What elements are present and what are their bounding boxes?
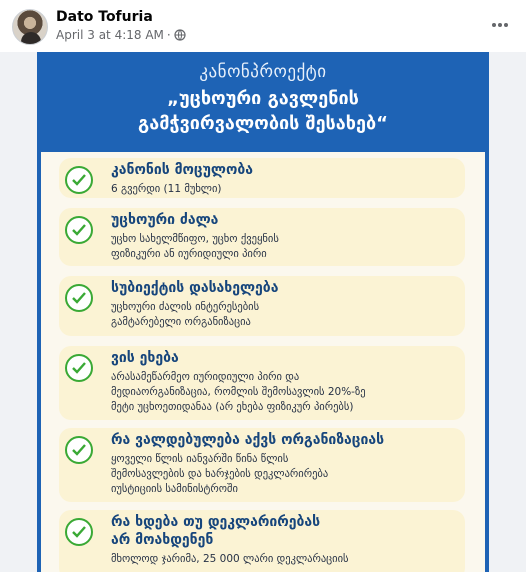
poster-headline-2: გამჭვირვალობის შესახებ“: [138, 113, 388, 134]
card-body-line: ყოველი წლის იანვარში წინა წლის: [111, 453, 289, 465]
card-body: [111, 552, 461, 567]
more-options-button[interactable]: [486, 11, 514, 39]
post-header: [0, 0, 526, 52]
card-title-line-2: არ მოახდენენ: [111, 532, 214, 548]
check-icon: [65, 284, 93, 312]
author-name[interactable]: Dato Tofuria: [56, 9, 153, 25]
card-body-line: არასამეწარმეო იურიდიული პირი და: [111, 371, 300, 383]
post-image[interactable]: [0, 52, 526, 572]
card-body-line: უცხო სახელმწიფო, უცხო ქვეყნის: [111, 233, 279, 245]
check-icon: [65, 518, 93, 546]
info-card: [59, 158, 465, 198]
card-body-line: მედიაორგანიზაცია, რომლის შემოსავლის 20%-ზე: [111, 386, 366, 398]
more-horizontal-icon: [491, 22, 509, 28]
info-card: [59, 346, 465, 420]
poster-banner: [37, 52, 489, 152]
card-body: [111, 182, 461, 197]
cards-area: [41, 152, 485, 572]
card-title: რა ვალდებულება აქვს ორგანიზაციას: [111, 432, 385, 448]
card-body: [111, 232, 461, 262]
card-body-line: შემოსავლების და ხარჯების დეკლარირება: [111, 468, 329, 480]
info-card: [59, 510, 465, 572]
card-title: რა ხდება თუ დეკლარირებას: [111, 514, 321, 530]
infographic-poster: [37, 52, 489, 572]
info-card: [59, 276, 465, 336]
post-meta: [56, 28, 186, 42]
card-title: კანონის მოცულობა: [111, 162, 253, 178]
card-body-line: მხოლოდ ჯარიმა, 25 000 ლარი დეკლარაციის: [111, 553, 349, 565]
check-icon: [65, 166, 93, 194]
card-body-line: უცხოური ძალის ინტერესების: [111, 301, 260, 313]
card-title: უცხოური ძალა: [111, 212, 219, 228]
check-icon: [65, 216, 93, 244]
card-body-line: 6 გვერდი (11 მუხლი): [111, 183, 222, 195]
card-body-line: გამტარებელი ორგანიზაცია: [111, 316, 251, 328]
poster-kicker: კანონპროექტი: [199, 62, 327, 82]
card-body: [111, 370, 461, 415]
meta-separator: ·: [166, 28, 171, 42]
card-title: ვის ეხება: [111, 350, 179, 366]
info-card: [59, 208, 465, 266]
check-icon: [65, 354, 93, 382]
card-body-line: მეტი უცხოეთიდანაა (არ ეხება ფიზიკურ პირებს): [111, 401, 354, 413]
globe-icon: [174, 29, 186, 41]
check-icon: [65, 436, 93, 464]
card-body-line: ფიზიკური ან იურიდიული პირი: [111, 248, 267, 260]
card-body-line: იუსტიციის სამინისტროში: [111, 483, 238, 495]
card-body: [111, 300, 461, 330]
card-title: სუბიექტის დასახელება: [111, 280, 279, 296]
info-card: [59, 428, 465, 502]
poster-headline-1: „უცხოური გავლენის: [167, 88, 359, 109]
card-body: [111, 452, 461, 497]
post-timestamp[interactable]: April 3 at 4:18 AM: [56, 28, 164, 42]
avatar[interactable]: [12, 9, 48, 45]
